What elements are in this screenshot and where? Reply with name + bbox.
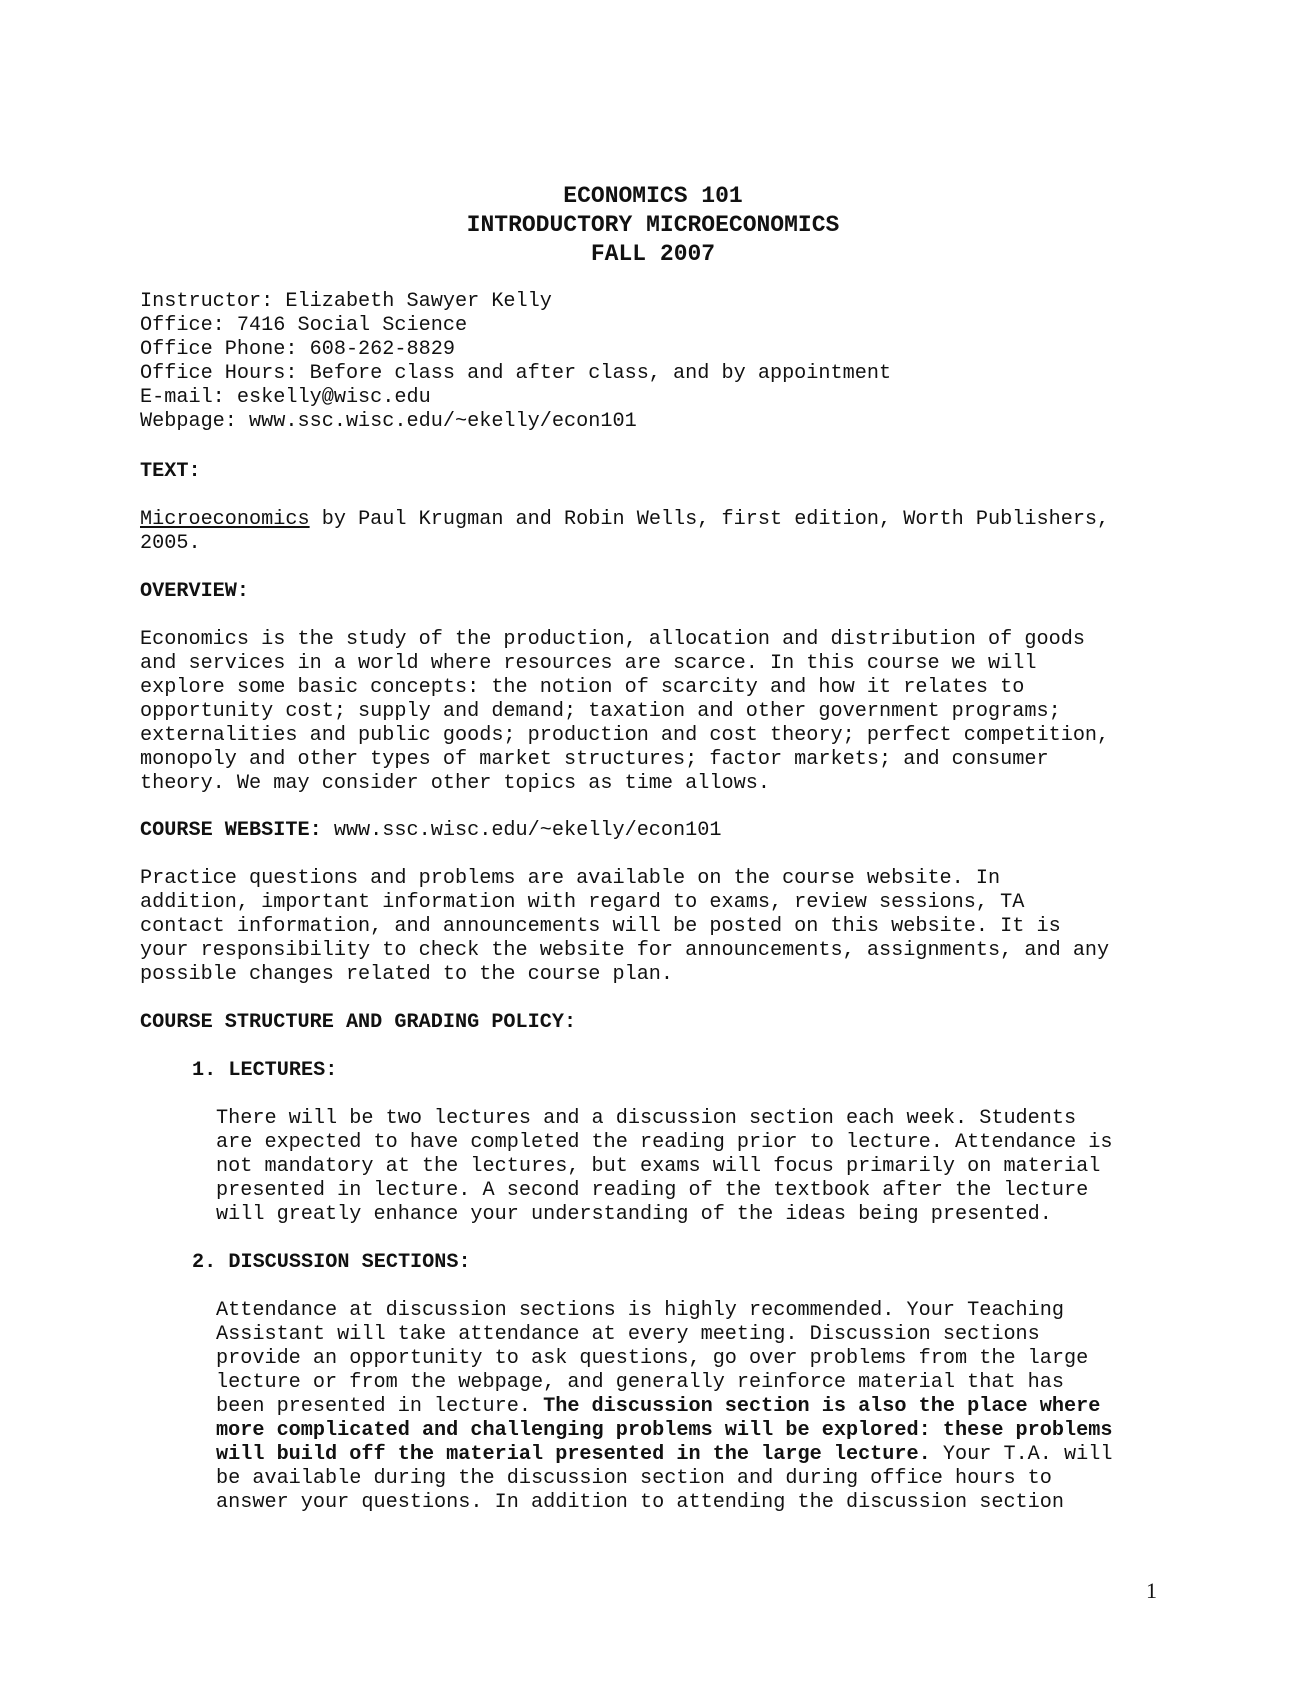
text-heading: TEXT:	[140, 460, 201, 483]
webpage-line: Webpage: www.ssc.wisc.edu/~ekelly/econ101	[140, 410, 637, 433]
textbook-details: by Paul Krugman and Robin Wells, first edition, Worth Publishers,	[309, 508, 1110, 531]
office-hours-line: Office Hours: Before class and after class, and by appointment	[140, 362, 892, 385]
instructor-line: Instructor: Elizabeth Sawyer Kelly	[140, 290, 552, 313]
overview-line: externalities and public goods; production and cost theory; perfect competition,	[140, 724, 1110, 747]
overview-line: monopoly and other types of market structures; factor markets; and consumer	[140, 748, 1049, 771]
discussion-line: answer your questions. In addition to attending the discussion section	[216, 1491, 1065, 1514]
phone-line: Office Phone: 608-262-8829	[140, 338, 455, 361]
discussion-emphasis: will build off the material presented in the large lecture.	[216, 1443, 931, 1466]
website-line: possible changes related to the course plan.	[140, 963, 674, 986]
discussion-paragraph	[216, 1299, 1112, 1515]
discussion-line: lecture or from the webpage, and generally reinforce material that has	[216, 1371, 1065, 1394]
overview-line: and services in a world where resources are scarce. In this course we will	[140, 652, 1037, 675]
lectures-line: There will be two lectures and a discussion section each week. Students	[216, 1107, 1077, 1130]
discussion-text: Your T.A. will	[930, 1443, 1113, 1466]
textbook-line-2: 2005.	[140, 532, 201, 555]
office-line: Office: 7416 Social Science	[140, 314, 468, 337]
course-website-row	[140, 819, 1170, 843]
title-block	[0, 182, 1306, 269]
lectures-heading: 1. LECTURES:	[192, 1059, 338, 1082]
textbook-citation	[140, 508, 1170, 556]
overview-line: Economics is the study of the production, allocation and distribution of goods	[140, 628, 1085, 651]
discussion-heading: 2. DISCUSSION SECTIONS:	[192, 1251, 471, 1274]
lectures-line: will greatly enhance your understanding of the ideas being presented.	[216, 1203, 1052, 1226]
discussion-text: been presented in lecture.	[216, 1395, 544, 1418]
page-number: 1	[1146, 1578, 1157, 1603]
discussion-line	[216, 1395, 1112, 1419]
discussion-line: provide an opportunity to ask questions, go over problems from the large	[216, 1347, 1089, 1370]
discussion-line: be available during the discussion section and during office hours to	[216, 1467, 1052, 1490]
contact-info	[140, 290, 1170, 434]
course-website-url: www.ssc.wisc.edu/~ekelly/econ101	[321, 819, 722, 842]
overview-line: opportunity cost; supply and demand; taxation and other government programs;	[140, 700, 1061, 723]
website-line: Practice questions and problems are available on the course website. In	[140, 867, 1001, 890]
lectures-line: not mandatory at the lectures, but exams will focus primarily on material	[216, 1155, 1101, 1178]
discussion-line: Assistant will take attendance at every meeting. Discussion sections	[216, 1323, 1040, 1346]
website-line: your responsibility to check the website for announcements, assignments, and any	[140, 939, 1110, 962]
email-line: E-mail: eskelly@wisc.edu	[140, 386, 431, 409]
course-term: FALL 2007	[590, 241, 716, 267]
overview-line: theory. We may consider other topics as time allows.	[140, 772, 770, 795]
overview-paragraph	[140, 628, 1170, 796]
course-website-line	[140, 819, 1170, 843]
discussion-line: Attendance at discussion sections is highly recommended. Your Teaching	[216, 1299, 1065, 1322]
structure-heading: COURSE STRUCTURE AND GRADING POLICY:	[140, 1011, 577, 1034]
textbook-title: Microeconomics	[140, 508, 310, 531]
website-line: addition, important information with regard to exams, review sessions, TA	[140, 891, 1025, 914]
course-title: ECONOMICS 101	[563, 183, 743, 209]
lectures-paragraph	[216, 1107, 1112, 1227]
textbook-line-1	[140, 508, 1170, 532]
course-website-label: COURSE WEBSITE:	[140, 819, 322, 842]
website-paragraph	[140, 867, 1170, 987]
overview-line: explore some basic concepts: the notion of scarcity and how it relates to	[140, 676, 1025, 699]
discussion-line	[216, 1443, 1112, 1467]
lectures-line: are expected to have completed the reading prior to lecture. Attendance is	[216, 1131, 1113, 1154]
overview-heading: OVERVIEW:	[140, 580, 250, 603]
course-subtitle: INTRODUCTORY MICROECONOMICS	[466, 212, 840, 238]
discussion-emphasis: more complicated and challenging problems will be explored: these problems	[216, 1419, 1113, 1442]
discussion-emphasis: The discussion section is also the place where	[543, 1395, 1101, 1418]
lectures-line: presented in lecture. A second reading of the textbook after the lecture	[216, 1179, 1089, 1202]
website-line: contact information, and announcements will be posted on this website. It is	[140, 915, 1061, 938]
